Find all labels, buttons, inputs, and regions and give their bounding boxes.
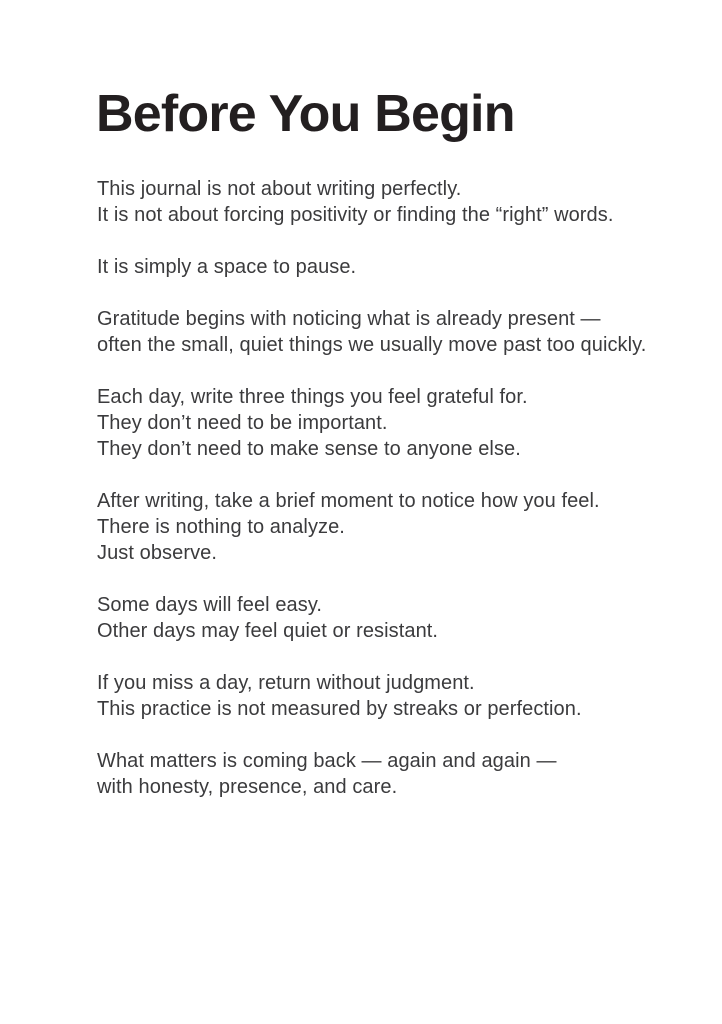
- paragraph-line: Gratitude begins with noticing what is already present —: [97, 308, 601, 330]
- paragraph-line: Some days will feel easy.: [97, 594, 323, 616]
- paragraph-line: What matters is coming back — again and again —: [97, 750, 557, 772]
- paragraph-line: Each day, write three things you feel grateful for.: [97, 386, 528, 408]
- paragraph: [97, 306, 657, 358]
- page-title: Before You Begin: [96, 85, 515, 143]
- paragraph: [97, 488, 657, 566]
- paragraph: [97, 384, 657, 462]
- paragraph-line: Other days may feel quiet or resistant.: [97, 620, 439, 642]
- paragraph-line: They don’t need to make sense to anyone else.: [97, 438, 521, 460]
- paragraph: [97, 592, 657, 644]
- paragraph-line: This journal is not about writing perfectly.: [97, 178, 462, 200]
- body-copy: [97, 176, 657, 800]
- paragraph-line: with honesty, presence, and care.: [97, 776, 398, 798]
- paragraph-line: This practice is not measured by streaks or perfection.: [97, 698, 582, 720]
- paragraph-line: It is simply a space to pause.: [97, 256, 357, 278]
- paragraph-line: often the small, quiet things we usually move past too quickly.: [97, 334, 647, 356]
- paragraph-line: If you miss a day, return without judgment.: [97, 672, 475, 694]
- paragraph: [97, 176, 657, 228]
- paragraph-line: They don’t need to be important.: [97, 412, 388, 434]
- paragraph: [97, 254, 657, 280]
- paragraph: [97, 748, 657, 800]
- paragraph-line: It is not about forcing positivity or finding the “right” words.: [97, 204, 614, 226]
- paragraph: [97, 670, 657, 722]
- paragraph-line: There is nothing to analyze.: [97, 516, 345, 538]
- paragraph-line: Just observe.: [97, 542, 217, 564]
- paragraph-line: After writing, take a brief moment to notice how you feel.: [97, 490, 600, 512]
